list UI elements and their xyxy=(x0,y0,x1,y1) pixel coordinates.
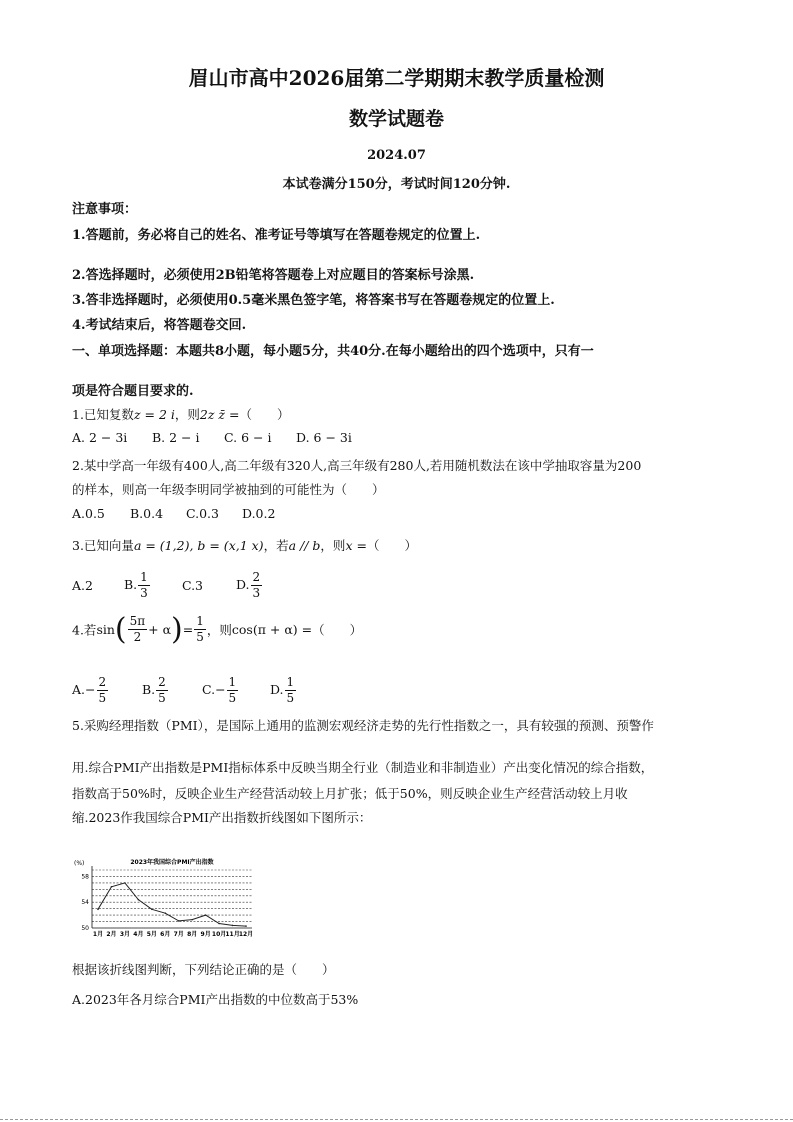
chart-title: 2023年我国综合PMI产出指数 xyxy=(130,859,214,866)
q1-option-c[interactable]: C. 6 − i xyxy=(224,430,272,445)
q5-line1: 5.采购经理指数（PMI），是国际上通用的监测宏观经济走势的先行性指数之一，具有较强的预测、预警作 xyxy=(72,718,654,733)
notes-heading: 注意事项： xyxy=(72,202,138,217)
q4-prefix: 4.若 xyxy=(72,622,97,638)
x-tick-label: 5月 xyxy=(146,931,157,938)
data-point xyxy=(164,912,166,914)
q1-blank: （ ） xyxy=(239,407,290,422)
q3-tail: ，则 xyxy=(320,538,346,553)
section-heading-line2: 项是符合题目要求的. xyxy=(72,384,194,399)
q4-eq: = xyxy=(182,622,194,637)
q1-expr2: 2z z̄ = xyxy=(199,407,240,422)
note-item-3: 3.答非选择题时，必须使用0.5毫米黑色签字笔，将答案书写在答题卷规定的位置上. xyxy=(72,293,555,308)
data-point xyxy=(151,909,153,911)
q4-option-c[interactable]: C.− $\frac{1}{5}$ xyxy=(201,675,237,705)
x-tick-label: 12月 xyxy=(238,931,254,938)
note-item-4: 4.考试结束后，将答题卷交回. xyxy=(72,318,247,333)
q2-options xyxy=(72,506,275,521)
q2-option-a[interactable]: A.0.5 xyxy=(72,506,105,521)
q1-mid: ，则 xyxy=(174,407,200,422)
q4-lparen: ( xyxy=(114,612,127,647)
q2-line1: 2.某中学高一年级有400人,高二年级有320人,高三年级有280人,若用随机数法在该中学抽取容量为200 xyxy=(72,458,642,473)
q3-option-b[interactable]: B. $\frac{1}{3}$ xyxy=(123,570,148,600)
q1-prefix: 1.已知复数 xyxy=(72,407,134,422)
pmi-line-chart xyxy=(72,856,272,946)
data-point xyxy=(138,899,140,901)
x-tick-label: 9月 xyxy=(200,931,211,938)
q4-rhs-fraction: $\frac{1}{5}$ xyxy=(196,614,204,644)
question-3 xyxy=(72,536,417,554)
q1-option-d[interactable]: D. 6 − 3i xyxy=(296,430,352,445)
page-footer-divider xyxy=(0,1119,793,1120)
q5-option-a[interactable]: A.2023年各月综合PMI产出指数的中位数高于53% xyxy=(72,992,359,1007)
x-tick-label: 6月 xyxy=(160,931,171,938)
y-tick-label: 54 xyxy=(81,899,89,907)
q3-ask: x = xyxy=(345,538,367,553)
q4-option-a[interactable]: A.− $\frac{2}{5}$ xyxy=(72,675,107,705)
data-point xyxy=(124,882,126,884)
q4-angle-fraction: $\frac{5\pi}{2}$ xyxy=(129,614,146,644)
q5-line3: 指数高于50%时，反映企业生产经营活动较上月扩张；低于50%，则反映企业生产经营活动较上月收 xyxy=(72,786,628,801)
data-point xyxy=(111,886,113,888)
q4-options xyxy=(72,675,297,706)
q2-option-d[interactable]: D.0.2 xyxy=(242,506,276,521)
x-tick-label: 7月 xyxy=(173,931,184,938)
q3-option-a[interactable]: A.2 xyxy=(72,578,93,593)
q5-line4: 缩.2023作我国综合PMI产出指数折线图如下图所示： xyxy=(72,810,372,825)
q1-option-a[interactable]: A. 2 − 3i xyxy=(72,430,128,445)
data-point xyxy=(245,925,247,927)
q4-sin: sin xyxy=(96,622,115,637)
q3-options xyxy=(72,570,263,601)
note-item-2: 2.答选择题时，必须使用2B铅笔将答题卷上对应题目的答案标号涂黑. xyxy=(72,268,475,283)
q4-plus-alpha: + α xyxy=(148,622,172,637)
x-tick-label: 4月 xyxy=(133,931,144,938)
data-point xyxy=(97,909,99,911)
q3-blank: （ ） xyxy=(366,538,417,553)
q2-option-b[interactable]: B.0.4 xyxy=(130,506,164,521)
q1-option-b[interactable]: B. 2 − i xyxy=(152,430,200,445)
data-point xyxy=(218,923,220,925)
q2-option-c[interactable]: C.0.3 xyxy=(186,506,219,521)
q5-question: 根据该折线图判断，下列结论正确的是（ ） xyxy=(72,962,335,977)
data-point xyxy=(191,919,193,921)
q5-line2: 用.综合PMI产出指数是PMI指标体系中反映当期全行业（制造业和非制造业）产出变化情况的综合指数， xyxy=(72,760,654,775)
x-tick-label: 1月 xyxy=(92,931,104,938)
y-tick-label: 58 xyxy=(81,873,89,881)
q3-option-d[interactable]: D. $\frac{2}{3}$ xyxy=(235,570,261,600)
x-tick-label: 10月 xyxy=(211,931,227,938)
exam-date: 2024.07 xyxy=(367,148,426,163)
x-tick-label: 3月 xyxy=(119,931,131,938)
q4-option-b[interactable]: B. $\frac{2}{5}$ xyxy=(141,675,166,705)
q1-options xyxy=(72,430,352,445)
q4-expr2: cos(π + α) = xyxy=(231,622,313,637)
exam-info: 本试卷满分150分，考试时间120分钟. xyxy=(282,177,511,192)
q2-line2: 的样本，则高一年级李明同学被抽到的可能性为（ ） xyxy=(72,482,385,497)
q3-cond: a // b xyxy=(288,538,321,553)
exam-title: 眉山市高中2026届第二学期期末教学质量检测 xyxy=(188,66,605,90)
data-point xyxy=(232,925,234,927)
y-tick-label: 50 xyxy=(81,925,89,932)
q3-option-c[interactable]: C.3 xyxy=(181,578,204,593)
q1-expr1: z = 2 i xyxy=(133,407,175,422)
question-4 xyxy=(72,612,362,647)
q4-option-d[interactable]: D. $\frac{1}{5}$ xyxy=(269,675,295,705)
q3-mid: ，若 xyxy=(263,538,289,553)
q3-prefix: 3.已知向量 xyxy=(72,538,134,553)
y-axis-label: (%) xyxy=(74,860,85,867)
q4-rparen: ) xyxy=(171,612,183,647)
x-tick-label: 8月 xyxy=(187,931,198,938)
q4-mid: ，则 xyxy=(206,622,232,638)
question-1 xyxy=(72,405,289,423)
exam-subtitle: 数学试题卷 xyxy=(348,108,444,130)
x-tick-label: 11月 xyxy=(225,931,240,938)
q4-blank: （ ） xyxy=(312,622,363,638)
data-point xyxy=(178,920,180,922)
x-tick-label: 2月 xyxy=(106,931,117,938)
note-item-1: 1.答题前，务必将自己的姓名、准考证号等填写在答题卷规定的位置上. xyxy=(72,228,481,243)
q3-expr: a = (1,2), b = (x,1 x) xyxy=(133,538,264,553)
data-point xyxy=(205,914,207,916)
section-heading-line1: 一、单项选择题：本题共8小题，每小题5分，共40分.在每小题给出的四个选项中，只有一 xyxy=(72,344,594,359)
